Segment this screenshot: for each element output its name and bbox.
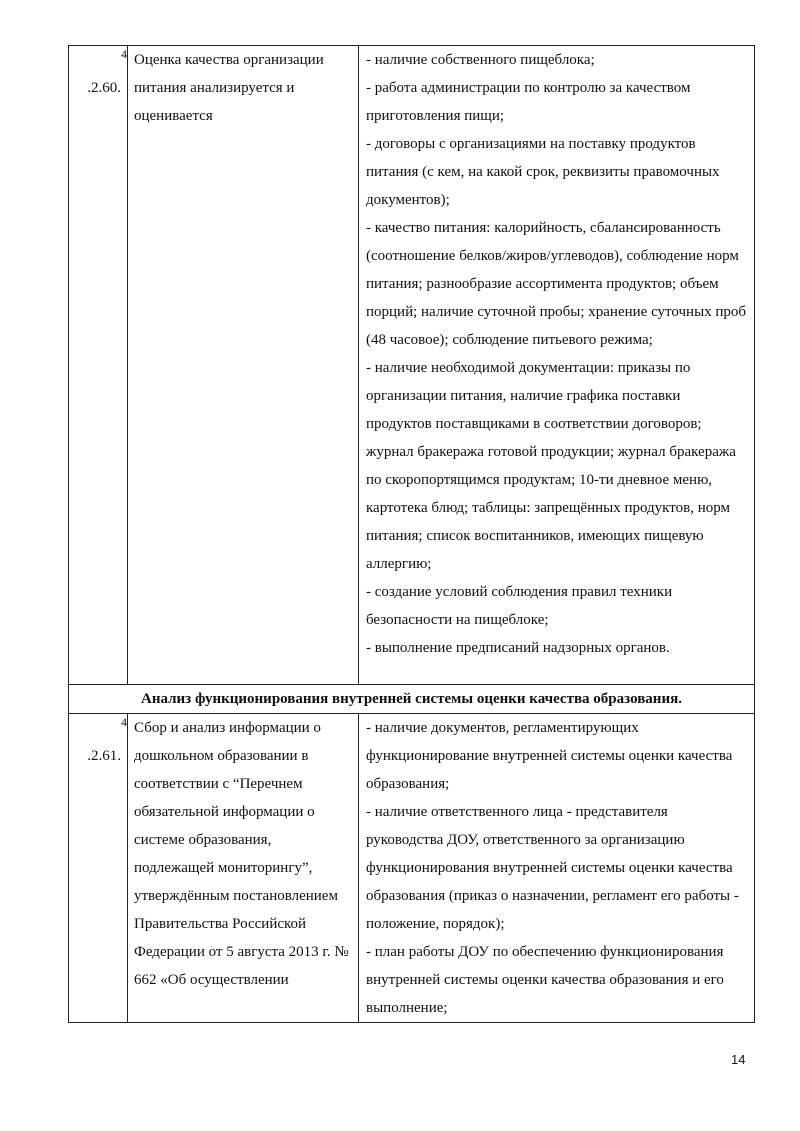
criterion-text: Оценка качества организации питания анализируется и оценивается xyxy=(134,52,324,124)
indicator-item: - наличие собственного пищеблока; xyxy=(366,52,595,68)
indicator-item: - создание условий соблюдения правил техники безопасности на пищеблоке; xyxy=(366,584,673,628)
criterion-text: Сбор и анализ информации о дошкольном образовании в соответствии с “Перечнем обязательной информации о системе образования, подлежащей мониторингу”, утверждённым постановлением Правительства Российской Федерации от 5 августа 2013 г. № 662 «Об осуществлении xyxy=(134,720,349,988)
row-number-cell xyxy=(69,714,128,1023)
indicator-item: - наличие документов, регламентирующих функционирование внутренней системы оценки качества образования; xyxy=(366,720,733,792)
table-row xyxy=(69,714,755,1023)
indicator-list xyxy=(359,46,754,662)
row-number: .2.60. xyxy=(87,80,121,96)
table-row xyxy=(69,46,755,685)
indicator-item: - наличие необходимой документации: приказы по организации питания, наличие графика поставки продуктов поставщиками в соответствии договоров; журнал бракеража готовой продукции; журнал бракеража по скоропортящимся продуктам; 10-ти дневное меню, картотека блюд; таблицы: запрещённых продуктов, норм питания; список воспитанников, имеющих пищевую аллергию; xyxy=(366,360,736,572)
indicator-item: - выполнение предписаний надзорных органов. xyxy=(366,640,670,656)
indicators-cell xyxy=(359,714,755,1023)
indicator-item: - договоры с организациями на поставку продуктов питания (с кем, на какой срок, реквизиты правомочных документов); xyxy=(366,136,720,208)
section-heading: Анализ функционирования внутренней системы оценки качества образования. xyxy=(69,685,755,714)
row-mark: 4 xyxy=(121,47,127,61)
indicator-item: - качество питания: калорийность, сбалансированность (соотношение белков/жиров/углеводов), соблюдение норм питания; разнообразие ассортимента продуктов; объем порций; наличие суточной пробы; хранение суточных проб (48 часовое); соблюдение питьевого режима; xyxy=(366,220,747,348)
page-number: 14 xyxy=(731,1052,746,1067)
criterion-cell xyxy=(128,714,359,1023)
indicator-item: - наличие ответственного лица - представителя руководства ДОУ, ответственного за организацию функционирования внутренней системы оценки качества образования (приказ о назначении, регламент его работы - положение, порядок); xyxy=(366,804,739,932)
row-number: .2.61. xyxy=(87,748,121,764)
criterion-cell xyxy=(128,46,359,685)
indicator-list xyxy=(359,714,754,1022)
row-mark: 4 xyxy=(121,715,127,729)
criteria-table xyxy=(68,45,755,1023)
indicators-cell xyxy=(359,46,755,685)
section-heading-row xyxy=(69,685,755,714)
indicator-item: - работа администрации по контролю за качеством приготовления пищи; xyxy=(366,80,691,124)
indicator-item: - план работы ДОУ по обеспечению функционирования внутренней системы оценки качества образования и его выполнение; xyxy=(366,944,724,1016)
row-number-cell xyxy=(69,46,128,685)
